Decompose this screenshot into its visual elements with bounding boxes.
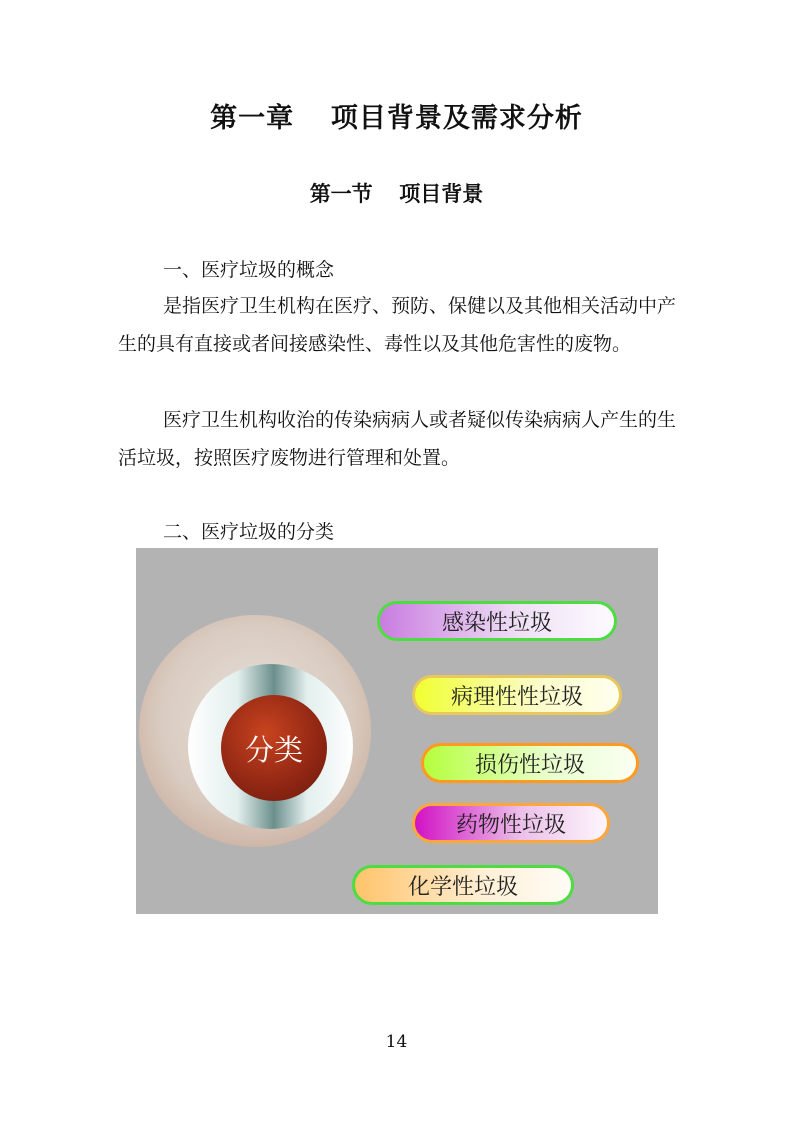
category-chemical: 化学性垃圾 [352,865,574,905]
category-pathological: 病理性性垃圾 [412,675,622,715]
subheading-concept: 一、医疗垃圾的概念 [163,259,335,281]
chapter-title: 第一章 项目背景及需求分析 [210,103,583,134]
center-circle [221,695,327,801]
section-title: 第一节 项目背景 [309,182,484,206]
classification-figure [136,548,658,914]
paragraph-definition: 是指医疗卫生机构在医疗、预防、保健以及其他相关活动中产生的具有直接或者间接感染性、毒性以及其他危害性的废物。 [118,295,677,355]
paragraph-management: 医疗卫生机构收治的传染病病人或者疑似传染病病人产生的生活垃圾，按照医疗废物进行管理和处置。 [118,409,677,469]
category-infectious: 感染性垃圾 [377,601,617,641]
category-pharmaceutical: 药物性垃圾 [412,803,610,843]
subheading-classification: 二、医疗垃圾的分类 [163,521,335,543]
center-label: 分类 [244,732,303,767]
page-number: 14 [385,1032,408,1052]
category-sharps: 损伤性垃圾 [421,743,639,783]
